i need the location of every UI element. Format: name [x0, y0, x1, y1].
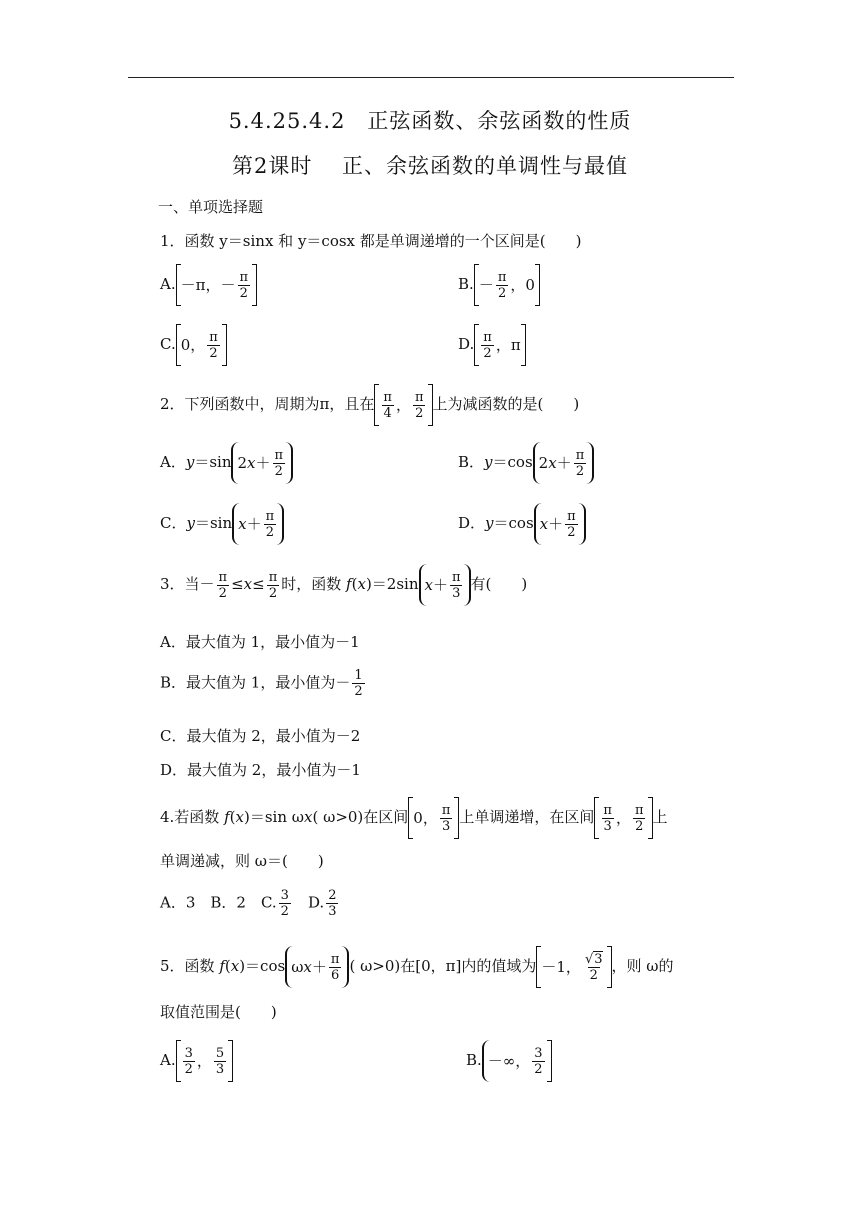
q3-option-c: C．最大值为 2，最小值为－2	[160, 727, 361, 745]
question-4-cont: 单调递减，则 ω＝( )	[160, 852, 324, 870]
question-5: 5．函数 f(x)＝cos ω x ＋ $\frac{\pi}{6}$ ( ω>0)在[0，π]内的值域为 －1， $\frac{√3}{2}$ ，则 ω的	[160, 946, 674, 988]
q1-option-b: B. － $\frac{\pi}{2}$ ，0	[458, 264, 540, 306]
question-2: 2．下列函数中，周期为π，且在 $\frac{\pi}{4}$ ， $\frac{\pi}{2}$ 上为减函数的是( )	[160, 384, 579, 426]
question-5-cont: 取值范围是( )	[160, 1003, 277, 1021]
q1-option-c: C. 0， $\frac{\pi}{2}$	[160, 324, 227, 366]
q2-option-b: B．y＝cos 2 x ＋ $\frac{\pi}{2}$	[458, 442, 594, 484]
q2-option-a: A．y＝sin 2 x ＋ $\frac{\pi}{2}$	[160, 442, 293, 484]
q2-option-d: D．y＝cos x ＋ $\frac{\pi}{2}$	[458, 503, 586, 545]
q2-option-c: C．y＝sin x ＋ $\frac{\pi}{2}$	[160, 503, 284, 545]
question-4: 4.若函数 f(x)＝sin ωx( ω>0)在区间 0， $\frac{\pi}{3}$ 上单调递增，在区间 $\frac{\pi}{3}$ ， $\frac{\pi}{2}$ 上	[160, 797, 668, 839]
top-rule	[128, 77, 734, 78]
q5-option-a: A. $\frac{3}{2}$ ， $\frac{5}{3}$	[160, 1040, 233, 1082]
question-1: 1．函数 y＝sinx 和 y＝cosx 都是单调递增的一个区间是( )	[160, 232, 582, 250]
page-title: 5.4.25.4.2 正弦函数、余弦函数的性质	[228, 109, 632, 133]
section-heading: 一、单项选择题	[158, 198, 264, 216]
lesson-subtitle: 第2课时 正、余弦函数的单调性与最值	[231, 154, 629, 178]
question-3: 3．当－ $\frac{\pi}{2}$ ≤x≤ $\frac{\pi}{2}$ 时，函数 f(x)＝2sin x ＋ $\frac{\pi}{3}$ 有( )	[160, 564, 527, 606]
q1-option-a: A. －π，－ $\frac{\pi}{2}$	[160, 264, 257, 306]
q5-option-b: B. －∞， $\frac{3}{2}$	[466, 1040, 552, 1082]
q4-options: A．3 B．2 C. $\frac{3}{2}$ D. $\frac{2}{3}$	[160, 888, 337, 919]
q3-option-b: B．最大值为 1，最小值为－ $\frac{1}{2}$	[160, 668, 363, 699]
q1-option-d: D. $\frac{\pi}{2}$ ，π	[458, 324, 526, 366]
q3-option-d: D．最大值为 2，最小值为－1	[160, 761, 361, 779]
q3-option-a: A．最大值为 1，最小值为－1	[160, 633, 360, 651]
